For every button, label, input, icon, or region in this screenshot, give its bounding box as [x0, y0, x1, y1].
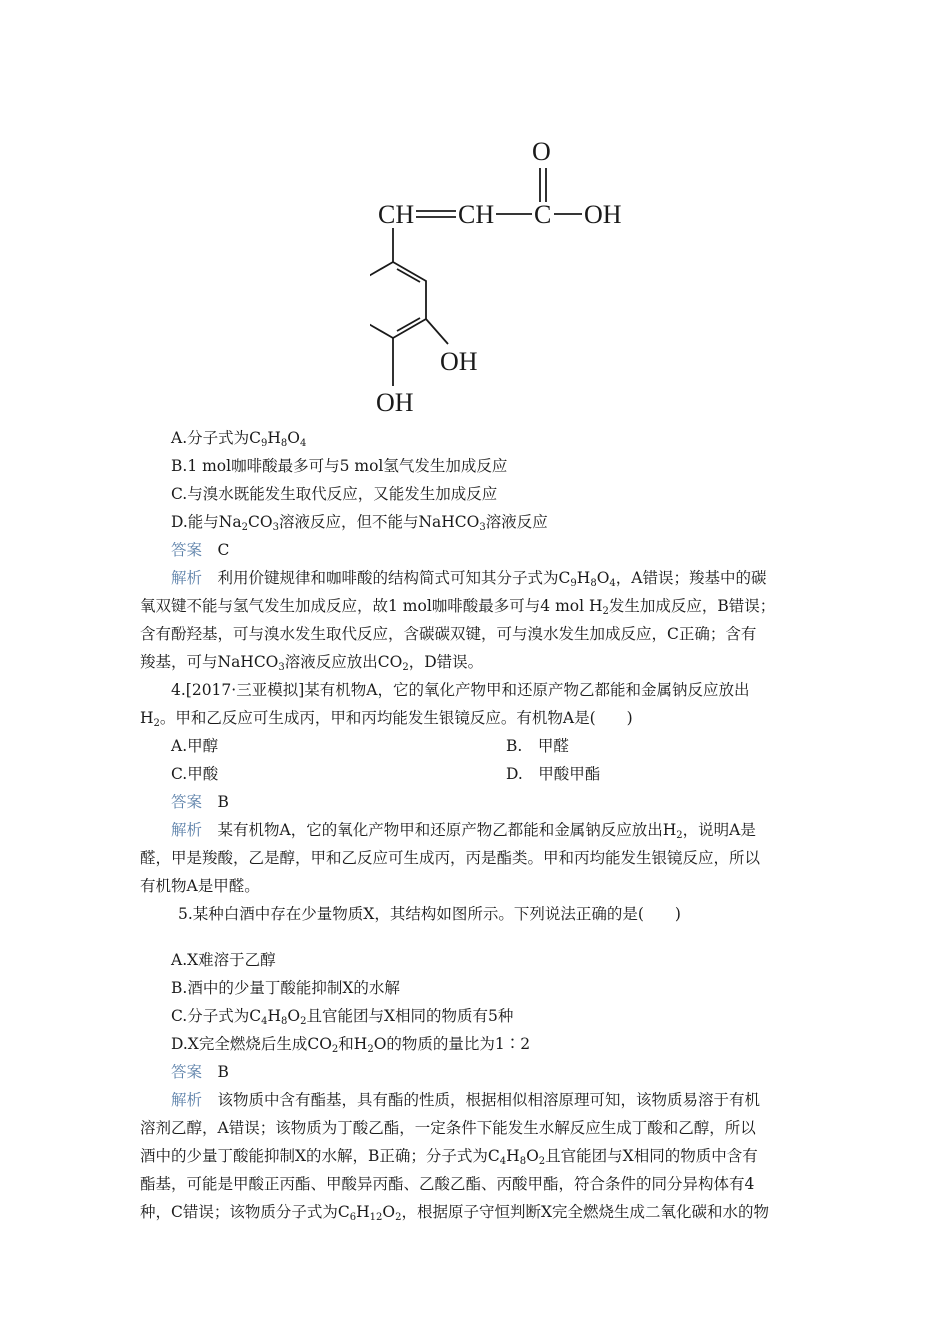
q3-option-c: C.与溴水既能发生取代反应，又能发生加成反应 — [171, 485, 498, 503]
q4-stem-line-2: $H_2$。甲和乙反应可生成丙，甲和丙均能发生银镜反应。有机物A是( ) — [140, 709, 633, 729]
q4-option-b: B. 甲醛 — [506, 737, 569, 755]
q5-option-d: D.X完全燃烧后生成$CO_2$和$H_2O$的物质的量比为1∶2 — [171, 1035, 531, 1055]
q5-analysis-line-4: 酯基，可能是甲酸正丙酯、甲酸异丙酯、乙酸乙酯、丙酸甲酯，符合条件的同分异构体有4 — [140, 1175, 755, 1193]
q4-analysis-line-2: 醛，甲是羧酸，乙是醇，甲和乙反应可生成丙，丙是酯类。甲和丙均能发生银镜反应，所以 — [140, 849, 761, 867]
q5-option-c: C.分子式为$C_4H_8O_2$且官能团与X相同的物质有5种 — [171, 1007, 514, 1027]
answer-label: 答案 — [171, 1063, 203, 1081]
atom-top-o: O — [532, 137, 551, 166]
q3-option-a: A.分子式为$C_9H_8O_4$ — [171, 429, 307, 449]
q4-analysis-line-3: 有机物A是甲醛。 — [140, 877, 260, 895]
q5-option-a: A.X难溶于乙醇 — [171, 951, 276, 969]
q3-option-d: D.能与$Na_2CO_3$溶液反应，但不能与NaHCO$_3$溶液反应 — [171, 513, 548, 533]
q5-stem: 5.某种白酒中存在少量物质X，其结构如图所示。下列说法正确的是( ) — [178, 905, 681, 923]
atom-c: C — [534, 200, 552, 229]
answer-label: 答案 — [171, 793, 203, 811]
answer-label: 答案 — [171, 541, 203, 559]
analysis-label: 解析 — [171, 1091, 203, 1109]
q3-analysis-line-1: 解析 利用价键规律和咖啡酸的结构简式可知其分子式为$C_9H_8O_4$，A错误；羧基中的碳 — [171, 569, 767, 589]
benzene-ring — [370, 262, 426, 338]
q3-analysis-line-3: 含有酚羟基，可与溴水发生取代反应，含碳碳双键，可与溴水发生加成反应，C正确；含有 — [140, 625, 757, 643]
q4-analysis-line-1: 解析 某有机物A，它的氧化产物甲和还原产物乙都能和金属钠反应放出$H_2$，说明A是 — [171, 821, 756, 841]
q5-analysis-line-3: 酒中的少量丁酸能抑制X的水解，B正确；分子式为$C_4H_8O_2$且官能团与X相同的物质中含有 — [140, 1147, 758, 1167]
q4-option-d: D. 甲酸甲酯 — [506, 765, 601, 783]
q5-analysis-line-2: 溶剂乙醇，A错误；该物质为丁酸乙酯，一定条件下能发生水解反应生成丁酸和乙醇，所以 — [140, 1119, 756, 1137]
bond-ring-oh-meta — [426, 319, 448, 344]
q5-answer: 答案 B — [171, 1063, 229, 1081]
q3-option-b: B.1 mol咖啡酸最多可与5 mol氢气发生加成反应 — [171, 457, 508, 475]
atom-ch-2: CH — [458, 200, 495, 229]
q4-stem-line-1: 4.[2017·三亚模拟]某有机物A，它的氧化产物甲和还原产物乙都能和金属钠反应放出 — [171, 681, 750, 699]
q4-option-a: A.甲醇 — [171, 737, 219, 755]
atom-ch-1: CH — [378, 200, 415, 229]
analysis-label: 解析 — [171, 569, 203, 587]
q5-option-b: B.酒中的少量丁酸能抑制X的水解 — [171, 979, 400, 997]
q3-analysis-line-4: 羧基，可与NaHCO$_3$溶液反应放出$CO_2$，D错误。 — [140, 653, 484, 673]
q4-option-c: C.甲酸 — [171, 765, 219, 783]
atom-oh-acid: OH — [584, 200, 622, 229]
q5-analysis-line-5: 种，C错误；该物质分子式为$C_6H_{12}O_2$，根据原子守恒判断X完全燃烧生成二氧化碳和水的物 — [140, 1203, 770, 1223]
analysis-label: 解析 — [171, 821, 203, 839]
q5-analysis-line-1: 解析 该物质中含有酯基，具有酯的性质，根据相似相溶原理可知，该物质易溶于有机 — [171, 1091, 761, 1109]
caffeic-acid-structure — [370, 132, 650, 422]
q4-answer: 答案 B — [171, 793, 229, 811]
q3-answer: 答案 C — [171, 541, 230, 559]
atom-oh-para: OH — [376, 388, 414, 417]
atom-oh-meta: OH — [440, 347, 478, 376]
q3-analysis-line-2: 氧双键不能与氢气发生加成反应，故1 mol咖啡酸最多可与4 mol $H_2$发生加成反应，B错误； — [140, 597, 776, 617]
